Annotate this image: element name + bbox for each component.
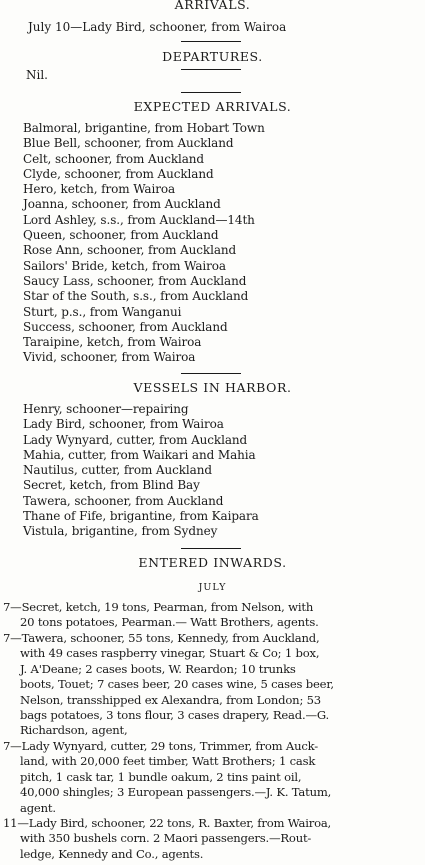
entry-record [3,739,423,816]
section-divider [181,548,241,549]
entry-line: with 350 bushels corn. 2 Maori passengers.—Rout- [20,831,312,846]
list-item: Thane of Fife, brigantine, from Kaipara [23,509,259,524]
entry-record [3,816,423,862]
list-item: Mahia, cutter, from Waikari and Mahia [23,447,256,462]
entry-record [3,600,423,631]
list-item: Sturt, p.s., from Wanganui [23,304,182,319]
list-item: Blue Bell, schooner, from Auckland [23,136,234,151]
list-item: Lady Wynyard, cutter, from Auckland [23,432,248,447]
entry-line: 20 tons potatoes, Pearman.— Watt Brothers, agents. [20,615,319,630]
entry-line: bags potatoes, 3 tons flour, 3 cases drapery, Read.—G. [20,708,330,723]
list-item: Celt, schooner, from Auckland [23,151,204,166]
arrivals-heading: ARRIVALS. [174,0,251,12]
entry-line: 11—Lady Bird, schooner, 22 tons, R. Baxter, from Wairoa, [3,816,332,830]
list-item: Hero, ketch, from Wairoa [23,182,176,197]
list-item: Rose Ann, schooner, from Auckland [23,243,237,258]
entry-line: boots, Touet; 7 cases beer, 20 cases wine, 5 cases beer, [20,677,334,692]
list-item: Lord Ashley, s.s., from Auckland—14th [23,212,255,227]
list-item: Tawera, schooner, from Auckland [23,493,224,508]
entry-line: Richardson, agent, [20,723,128,738]
section-divider [181,373,241,374]
entered-inwards-heading: ENTERED INWARDS. [138,555,287,570]
entry-line: 7—Lady Wynyard, cutter, 29 tons, Trimmer, from Auck- [3,739,318,753]
entry-line: agent. [20,800,56,815]
entry-line: J. A'Deane; 2 cases boots, W. Reardon; 10 trunks [20,661,296,676]
list-item: Secret, ketch, from Blind Bay [23,478,200,493]
entry-record [3,631,423,739]
list-item: Vivid, schooner, from Wairoa [23,350,196,365]
vessels-in-harbor-heading: VESSELS IN HARBOR. [133,380,292,395]
expected-arrivals-list [23,121,265,366]
list-item: Taraipine, ketch, from Wairoa [23,335,202,350]
section-divider [181,92,241,93]
entry-line: with 49 cases raspberry vinegar, Stuart & Co; 1 box, [20,646,320,661]
list-item: Balmoral, brigantine, from Hobart Town [23,121,265,135]
entry-line: 7—Tawera, schooner, 55 tons, Kennedy, from Auckland, [3,631,320,645]
list-item: Joanna, schooner, from Auckland [23,197,221,212]
list-item: Nautilus, cutter, from Auckland [23,463,212,478]
heading-underline [181,69,241,70]
vessels-in-harbor-list [23,402,259,540]
entry-line: ledge, Kennedy and Co., agents. [20,846,204,861]
entry-line: land, with 20,000 feet timber, Watt Brothers; 1 cask [20,754,316,769]
list-item: Vistula, brigantine, from Sydney [23,524,218,539]
list-item: Success, schooner, from Auckland [23,319,228,334]
arrivals-item: July 10—Lady Bird, schooner, from Wairoa [28,20,287,34]
list-item: Lady Bird, schooner, from Wairoa [23,417,224,432]
section-divider [181,41,241,42]
entered-inwards-month: JULY [198,582,227,593]
entry-line: pitch, 1 cask tar, 1 bundle oakum, 2 tins paint oil, [20,769,302,784]
list-item: Clyde, schooner, from Auckland [23,166,214,181]
departures-heading: DEPARTURES. [162,49,263,64]
entry-line: Nelson, transshipped ex Alexandra, from London; 53 [20,692,321,707]
entry-line: 40,000 shingles; 3 European passengers.—J. K. Tatum, [20,785,332,800]
list-item: Henry, schooner—repairing [23,402,189,416]
expected-arrivals-heading: EXPECTED ARRIVALS. [133,99,292,114]
list-item: Star of the South, s.s., from Auckland [23,289,249,304]
list-item: Queen, schooner, from Auckland [23,228,219,243]
list-item: Saucy Lass, schooner, from Auckland [23,273,247,288]
entry-line: 7—Secret, ketch, 19 tons, Pearman, from Nelson, with [3,600,314,614]
list-item: Sailors' Bride, ketch, from Wairoa [23,258,226,273]
departures-item: Nil. [26,68,48,82]
